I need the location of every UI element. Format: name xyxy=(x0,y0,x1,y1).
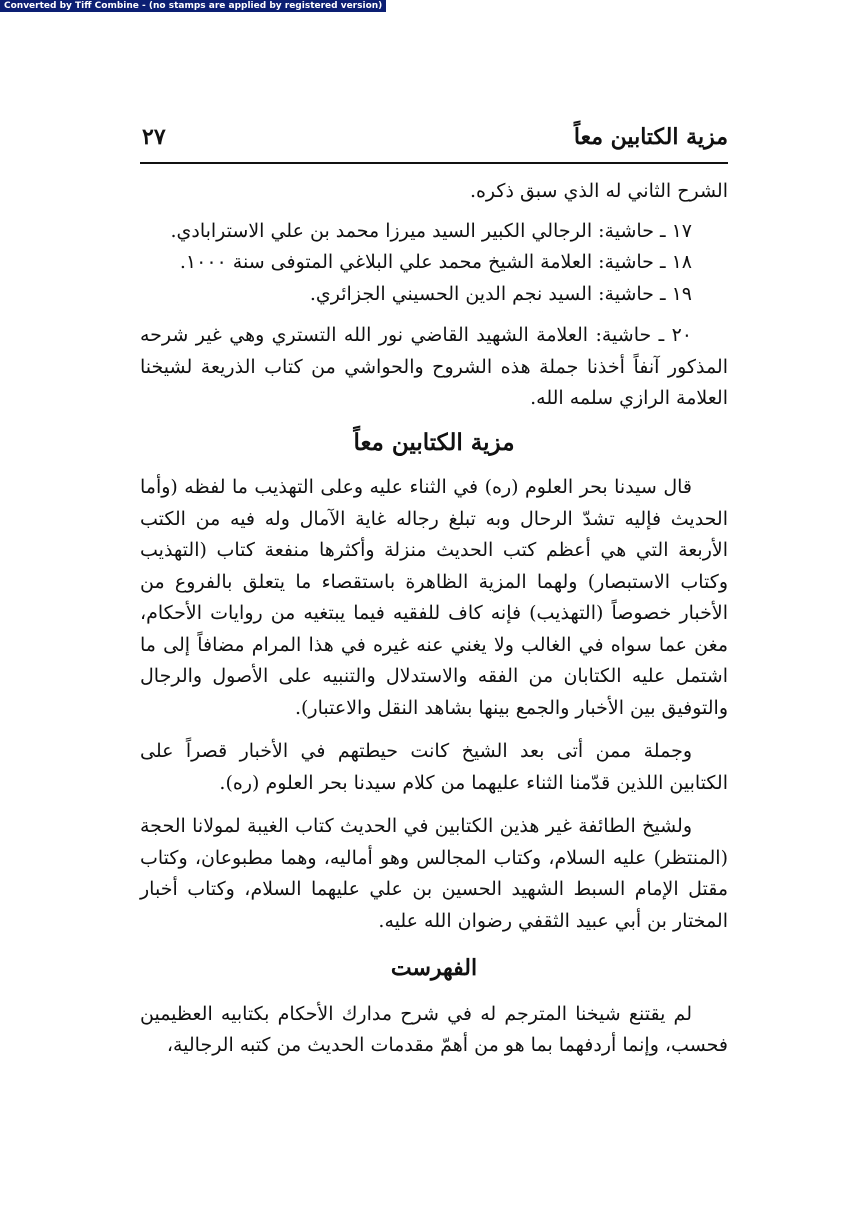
section-heading-fihrist: الفهرست xyxy=(390,955,478,981)
converter-banner: Converted by Tiff Combine - (no stamps are applied by registered version) xyxy=(0,0,386,12)
paragraph-after-sheikh: وجملة ممن أتى بعد الشيخ كانت حيطتهم في الأخبار قصراً على الكتابين اللذين قدّمنا الثناء عليهما من كلام سيدنا بحر العلوم (ره). xyxy=(140,740,728,794)
page-header xyxy=(140,120,728,160)
paragraph-intro: الشرح الثاني له الذي سبق ذكره. xyxy=(469,180,728,202)
list-item-19: ١٩ ـ حاشية: السيد نجم الدين الحسيني الجزائري. xyxy=(309,282,692,305)
list-item-20: ٢٠ ـ حاشية: العلامة الشهيد القاضي نور الله التستري وهي غير شرحه المذكور آنفاً أخذنا جملة هذه الشروح والحواشي من كتاب الذريعة لشيخنا العلامة الرازي سلمه الله. xyxy=(140,324,728,409)
header-rule xyxy=(140,162,728,164)
list-item-18: ١٨ ـ حاشية: العلامة الشيخ محمد علي البلاغي المتوفى سنة ١٠٠٠. xyxy=(179,251,692,273)
running-title: مزية الكتابين معاً xyxy=(573,124,728,150)
paragraph-bahr-al-ulum: قال سيدنا بحر العلوم (ره) في الثناء عليه وعلى التهذيب ما لفظه (وأما الحديث فإليه تشدّ الرحال وبه تبلغ رجاله غاية الآمال وله فيه من الكتب الأربعة التي هي أعظم كتب الحديث منزلة وأكثرها منفعة كتاب (التهذيب وكتاب الاستبصار) ولهما المزية الظاهرة باستقصاء ما يتعلق بالفروع من الأخبار خصوصاً (التهذيب) فإنه كاف للفقيه فيما يبتغيه من روايات الأحكام، مغن عما سواه في الغالب ولا يغني عنه غيره في هذا المرام مضافاً إلى ما اشتمل عليه الكتابان من الفقه والاستدلال والتنبيه على الأصول والرجال والتوفيق بين الأخبار والجمع بينها بشاهد النقل والاعتبار). xyxy=(140,476,728,719)
paragraph-fihrist: لم يقتنع شيخنا المترجم له في شرح مدارك الأحكام بكتابيه العظيمين فحسب، وإنما أردفهما بما هو من أهمّ مقدمات الحديث من كتبه الرجالية، xyxy=(140,1002,728,1056)
section-heading-merit: مزية الكتابين معاً xyxy=(353,428,515,456)
page-body xyxy=(140,176,728,1062)
list-item-17: ١٧ ـ حاشية: الرجالي الكبير السيد ميرزا محمد بن علي الاسترابادي. xyxy=(170,219,692,242)
page-number: ٢٧ xyxy=(142,124,166,150)
paragraph-other-books: ولشيخ الطائفة غير هذين الكتابين في الحديث كتاب الغيبة لمولانا الحجة (المنتظر) عليه السلام، وكتاب المجالس وهو أماليه، وهما مطبوعان، وكتاب مقتل الإمام السبط الشهيد الحسين بن علي عليهما السلام، وكتاب أخبار المختار بن أبي عبيد الثقفي رضوان الله عليه. xyxy=(140,815,728,932)
